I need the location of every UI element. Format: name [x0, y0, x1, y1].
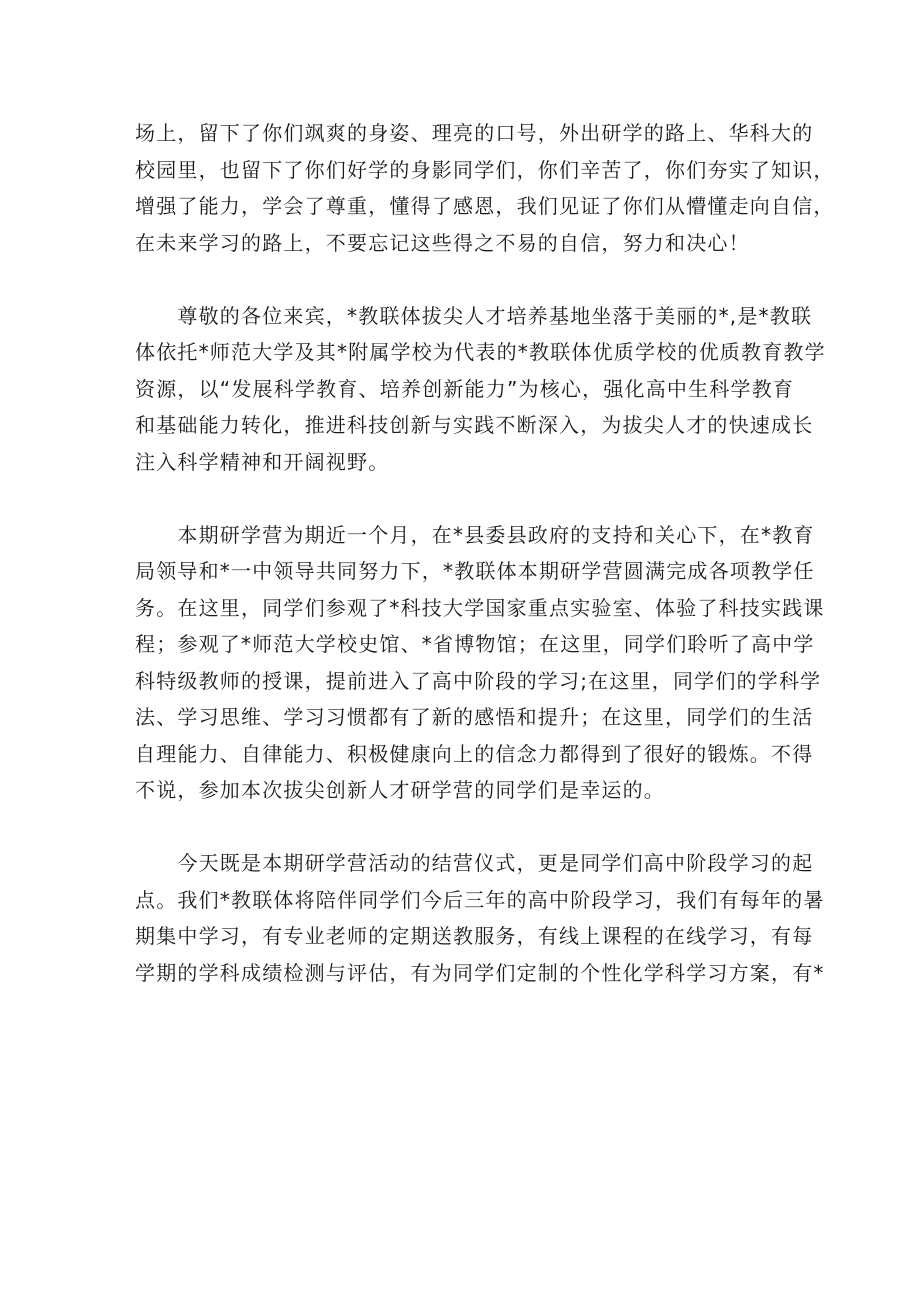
text-line: 本期研学营为期近一个月，在*县委县政府的支持和关心下，在*教育 — [135, 522, 815, 547]
text-line: 资源，以“发展科学教育、培养创新能力”为核心，强化高中生科学教育 — [135, 376, 795, 401]
text-line: 校园里，也留下了你们好学的身影同学们，你们辛苦了，你们夯实了知识， — [135, 157, 835, 182]
text-line: 点。我们*教联体将陪伴同学们今后三年的高中阶段学习，我们有每年的暑 — [135, 887, 825, 912]
text-line: 不说，参加本次拔尖创新人才研学营的同学们是幸运的。 — [135, 778, 665, 802]
text-line: 体依托*师范大学及其*附属学校为代表的*教联体优质学校的优质教育教学 — [135, 340, 826, 364]
text-line: 务。在这里，同学们参观了*科技大学国家重点实验室、体验了科技实践课 — [135, 595, 825, 620]
text-line: 和基础能力转化，推进科技创新与实践不断深入，为拔尖人才的快速成长 — [135, 413, 814, 437]
paragraph-1 — [135, 115, 835, 261]
text-line: 增强了能力，学会了尊重，懂得了感恩，我们见证了你们从懵懂走向自信， — [135, 194, 835, 218]
paragraph-4 — [135, 845, 825, 991]
text-line: 科特级教师的授课，提前进入了高中阶段的学习;在这里，同学们的学科学 — [135, 668, 822, 693]
document-body — [135, 115, 835, 1028]
text-line: 尊敬的各位来宾，*教联体拔尖人才培养基地坐落于美丽的*,是*教联 — [135, 303, 813, 328]
text-line: 法、学习思维、学习习惯都有了新的感悟和提升；在这里，同学们的生活 — [135, 705, 814, 729]
text-line: 局领导和*一中领导共同努力下，*教联体本期研学营圆满完成各项教学任 — [135, 559, 815, 583]
text-line: 期集中学习，有专业老师的定期送教服务，有线上课程的在线学习，有每 — [135, 924, 814, 948]
text-line: 场上，留下了你们飒爽的身姿、理亮的口号，外出研学的路上、华科大的 — [135, 121, 814, 145]
paragraph-3 — [135, 517, 825, 809]
text-line: 注入科学精神和开阔视野。 — [135, 449, 390, 474]
text-line: 自理能力、自律能力、积极健康向上的信念力都得到了很好的锻炼。不得 — [135, 741, 814, 766]
paragraph-2 — [135, 298, 826, 481]
text-line: 程；参观了*师范大学校史馆、*省博物馆；在这里，同学们聆听了高中学 — [135, 632, 815, 656]
text-line: 学期的学科成绩检测与评估，有为同学们定制的个性化学科学习方案，有* — [135, 960, 825, 985]
text-line: 今天既是本期研学营活动的结营仪式，更是同学们高中阶段学习的起 — [135, 851, 814, 875]
text-line: 在未来学习的路上，不要忘记这些得之不易的自信，努力和决心！ — [135, 230, 750, 255]
